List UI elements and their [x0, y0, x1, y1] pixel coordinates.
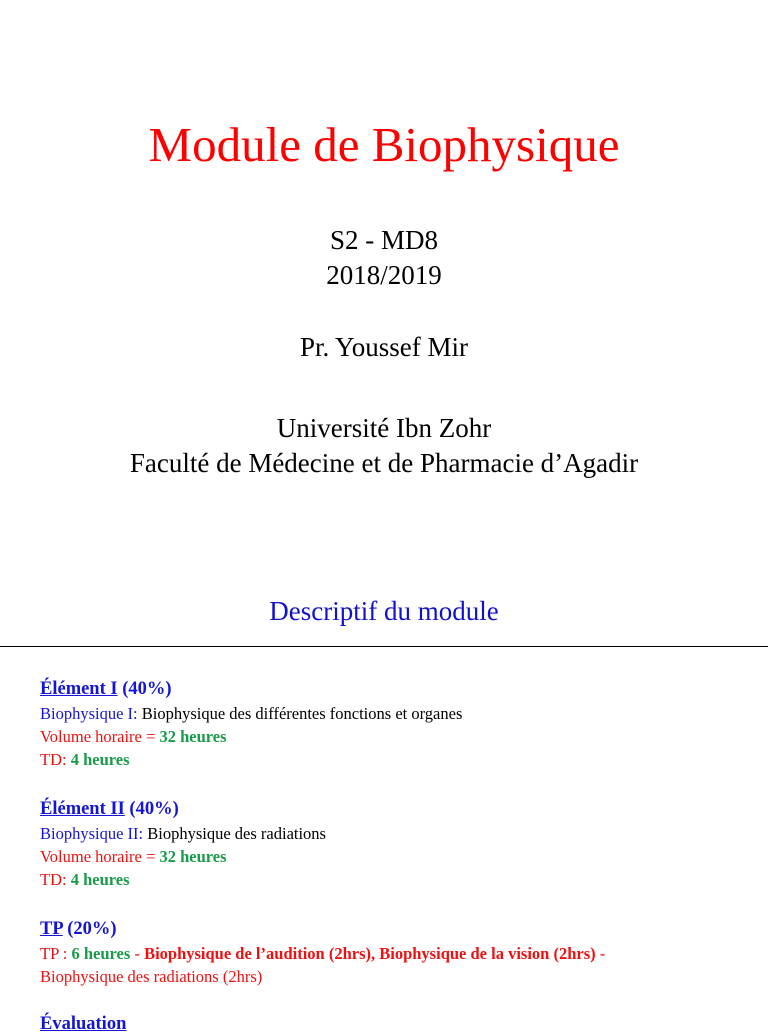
evaluation-heading: [40, 1012, 126, 1036]
tp-hours: 6 heures: [71, 944, 131, 963]
element-1-volume-value: 32 heures: [159, 727, 227, 746]
academic-year: 2018/2019: [326, 260, 442, 290]
tp-sep-1: -: [130, 944, 145, 963]
tp-name: TP: [40, 919, 63, 939]
element-1-td-value: 4 heures: [70, 750, 130, 769]
semester-code: S2 - MD8: [329, 225, 438, 255]
element-2-name: Élément II: [40, 799, 125, 819]
element-2-description: [40, 822, 326, 845]
element-2-weight: (40%): [124, 799, 179, 819]
tp-item-2: Biophysique des radiations (2hrs): [40, 967, 263, 986]
tp-sep-2: -: [595, 944, 606, 963]
element-2-volume-label: Volume horaire =: [40, 847, 160, 866]
element-2-td: [40, 868, 130, 891]
element-1-desc-text: Biophysique des différentes fonctions et organes: [137, 704, 463, 723]
faculty-name: Faculté de Médecine et de Pharmacie d’Agadir: [129, 448, 639, 478]
university-name: Université Ibn Zohr: [276, 413, 492, 443]
tp-weight: (20%): [62, 919, 117, 939]
tp-label: TP :: [40, 944, 72, 963]
element-2-volume: [40, 845, 227, 868]
page-divider: [0, 646, 768, 647]
element-1-td: [40, 748, 130, 771]
professor-name: Pr. Youssef Mir: [299, 332, 469, 362]
tp-heading: [40, 917, 117, 941]
element-2-volume-value: 32 heures: [159, 847, 227, 866]
tp-item-1: Biophysique de l’audition (2hrs), Biophysique de la vision (2hrs): [144, 944, 596, 963]
tp-details-continued: [40, 965, 262, 988]
element-1-weight: (40%): [117, 679, 172, 699]
element-1-volume-label: Volume horaire =: [40, 727, 160, 746]
element-1-td-label: TD:: [40, 750, 71, 769]
element-2-desc-label: Biophysique II:: [40, 824, 144, 843]
tp-details: [40, 942, 605, 965]
module-title: Module de Biophysique: [148, 117, 620, 172]
element-1-description: [40, 702, 462, 725]
element-2-td-value: 4 heures: [70, 870, 130, 889]
element-1-volume: [40, 725, 227, 748]
element-2-desc-text: Biophysique des radiations: [143, 824, 326, 843]
element-2-heading: [40, 797, 179, 821]
element-1-name: Élément I: [40, 679, 118, 699]
element-1-desc-label: Biophysique I:: [40, 704, 138, 723]
element-1-heading: [40, 677, 172, 701]
evaluation-name: Évaluation: [40, 1014, 127, 1034]
section-title: Descriptif du module: [269, 596, 499, 626]
element-2-td-label: TD:: [40, 870, 71, 889]
